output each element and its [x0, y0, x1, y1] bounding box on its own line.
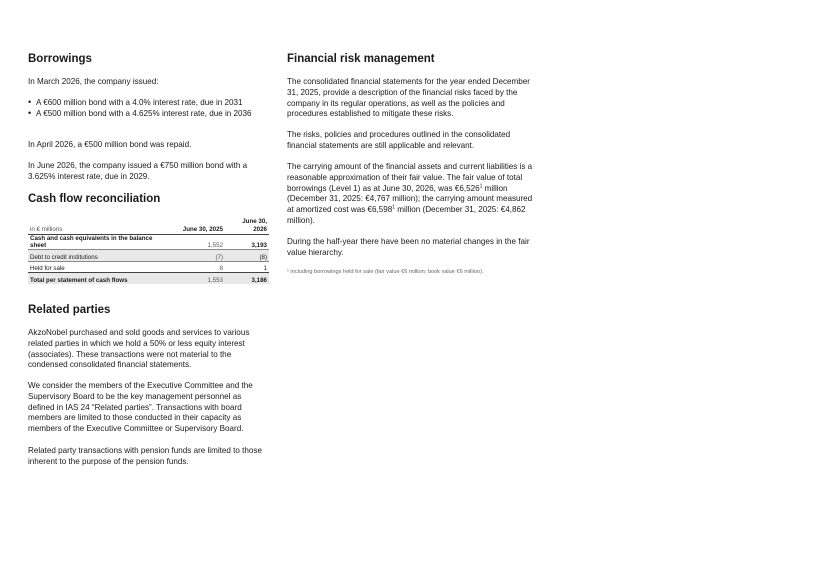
column-header-2026	[225, 218, 269, 235]
borrowings-intro: In March 2026, the company issued:	[28, 77, 159, 86]
footnote: ¹ including borrowings held for sale (fair value €6 million; book value €6 million).	[287, 269, 484, 275]
table-row	[28, 273, 269, 284]
table-row	[28, 250, 269, 262]
related-parties-paragraph-3: Related party transactions with pension funds are limited to those inherent to the purpose of the pension funds.	[28, 446, 262, 466]
financial-risk-heading: Financial risk management	[287, 53, 435, 65]
paragraph-3-text-a: The carrying amount of the financial assets and current liabilities is a reasonable approximation of their fair value. The fair value of total borrowings (Level 1) as at June 30, 2026, was €6,526	[287, 162, 533, 193]
cell-value-2025: (7)	[171, 250, 225, 262]
column-header-2026-line2: 2026	[253, 226, 267, 233]
table-row	[28, 235, 269, 250]
financial-risk-paragraph-3	[287, 162, 537, 227]
financial-risk-paragraph-4: During the half-year there have been no material changes in the fair value hierarchy.	[287, 237, 530, 257]
borrowings-heading: Borrowings	[28, 53, 92, 65]
financial-risk-paragraph-1: The consolidated financial statements for the year ended December 31, 2025, provide a description of the financial risks faced by the company in its regular operations, as well as the policies and procedures established to mitigate these risks.	[287, 77, 530, 119]
column-header-2025: June 30, 2025	[171, 218, 225, 235]
cell-value-2026: (8)	[225, 250, 269, 262]
row-label: Held for sale	[30, 265, 65, 272]
related-parties-heading: Related parties	[28, 304, 111, 316]
footnote-ref: 1	[392, 204, 396, 211]
financial-risk-paragraph-2: The risks, policies and procedures outlined in the consolidated financial statements are still applicable and relevant.	[287, 130, 511, 150]
cash-flow-table	[28, 218, 269, 284]
paragraph-3-text-b: million (December 31, 2025: €4,767 million); the carrying amount measured at amortized cost was €6,598	[287, 183, 533, 215]
row-label: Cash and cash equivalents in the balance sheet	[28, 235, 171, 250]
list-item: • A €500 million bond with a 4.625% interest rate, due in 2036	[28, 108, 252, 119]
unit-label: in € millions	[28, 218, 171, 235]
footnote-ref: 1	[479, 182, 483, 189]
cell-value-2025: 1,553	[171, 273, 225, 284]
borrowings-bullet-list	[28, 97, 252, 119]
paragraph-3-text-c: million (December 31, 2025: €4,862 million).	[287, 205, 526, 225]
borrowings-june-text: In June 2026, the company issued a €750 million bond with a 3.625% interest rate, due in 2029.	[28, 161, 248, 181]
borrowings-repaid-text: In April 2026, a €500 million bond was repaid.	[28, 140, 192, 149]
cash-flow-heading: Cash flow reconciliation	[28, 193, 161, 205]
cell-value-2025: 1,552	[171, 235, 225, 250]
related-parties-paragraph-1: AkzoNobel purchased and sold goods and services to various related parties in which we hold a 50% or less equity interest (associates). These transactions were not material to the condensed consolidated financial statements.	[28, 328, 250, 370]
related-parties-paragraph-2: We consider the members of the Executive Committee and the Supervisory Board to be the key management personnel as defined in IAS 24 “Related parties”. Transactions with board members are limited to those conducted in their capacity as members of the Executive Committee or Supervisory Board.	[28, 381, 253, 434]
cell-value-2026: 3,186	[225, 273, 269, 284]
cell-value-2026: 3,193	[225, 235, 269, 250]
table-header-row	[28, 218, 269, 235]
cell-value-2026: 1	[263, 265, 267, 272]
cell-value-2025: 8	[219, 265, 223, 272]
row-label: Debt to credit institutions	[28, 250, 171, 262]
list-item: • A €600 million bond with a 4.0% interest rate, due in 2031	[28, 97, 252, 108]
table-row	[28, 261, 269, 273]
row-label: Total per statement of cash flows	[28, 273, 171, 284]
column-header-2026-line1: June 30,	[242, 218, 267, 225]
